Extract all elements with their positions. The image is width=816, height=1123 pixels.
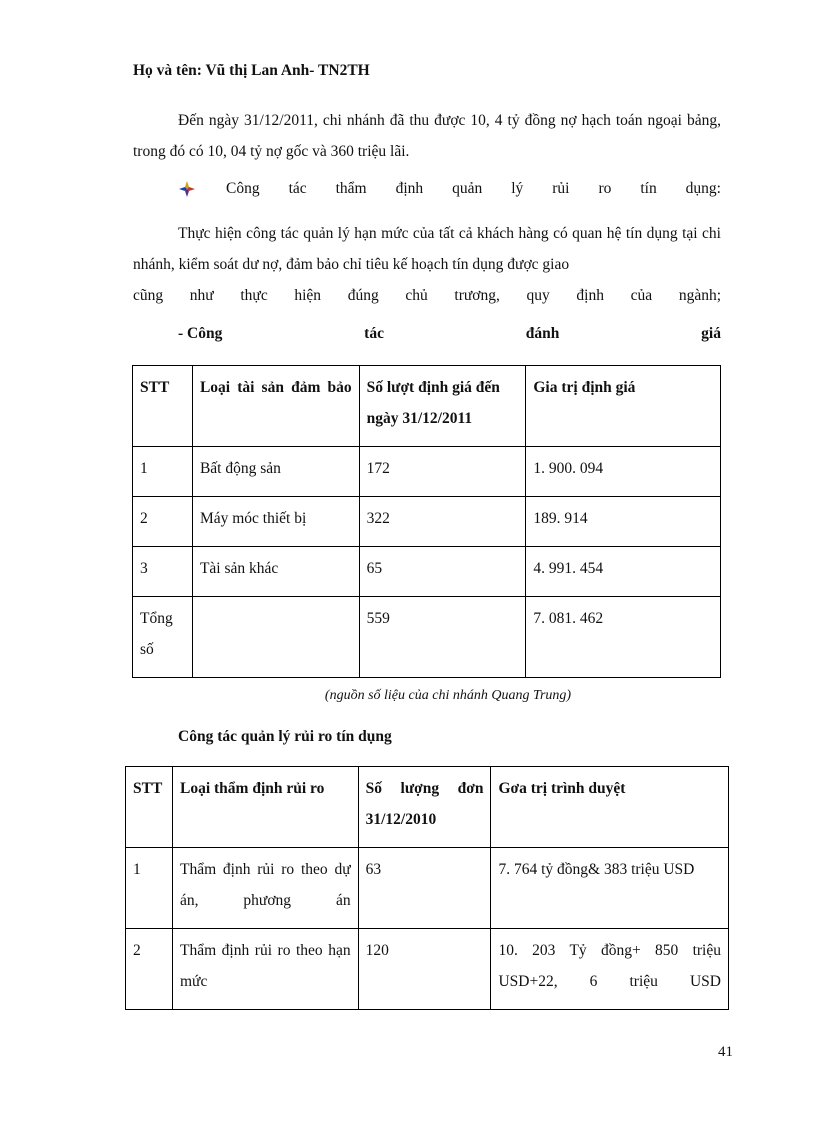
paragraph-2-word: như: [189, 287, 214, 304]
table-header-cell: Số lượng đơn 31/12/2010: [358, 767, 491, 848]
table-cell: 10. 203 Tỷ đồng+ 850 triệu USD+22, 6 triệu USD: [491, 929, 729, 1010]
table-cell: 7. 764 tỷ đồng& 383 triệu USD: [491, 848, 729, 929]
table-cell: 1: [126, 848, 173, 929]
table-cell: 2: [126, 929, 173, 1010]
table-cell: 63: [358, 848, 491, 929]
bullet-heading-word: tín: [640, 180, 657, 197]
table-header-cell: Gơa trị trình duyệt: [491, 767, 729, 848]
dash-heading-word: giá: [701, 325, 721, 342]
bullet-heading-word: ro: [598, 180, 612, 197]
paragraph-2-word: thực: [240, 287, 268, 304]
table-row: [133, 547, 721, 597]
paragraph-2-last-line: [133, 280, 721, 311]
paragraph-2-word: định: [576, 287, 604, 304]
paragraph-2-body: Thực hiện công tác quản lý hạn mức của tất cả khách hàng có quan hệ tín dụng tại chi nhánh, kiểm soát dư nợ, đảm bảo chỉ tiêu kế hoạch tín dụng được giao: [133, 225, 721, 273]
dash-heading-word: đánh: [525, 325, 560, 342]
paragraph-2-word: ngành;: [678, 287, 721, 304]
diamond-bullet-icon: [178, 180, 196, 198]
table-cell: 7. 081. 462: [526, 597, 721, 678]
paragraph-2-word: đúng: [347, 287, 379, 304]
table-row: [126, 848, 729, 929]
risk-appraisal-table: [125, 766, 729, 1010]
table-row: [133, 447, 721, 497]
table-cell: [192, 597, 359, 678]
table-cell: Tài sản khác: [192, 547, 359, 597]
table-cell: 2: [133, 497, 193, 547]
paragraph-2-word: trương,: [454, 287, 500, 304]
table-cell: Tổng số: [133, 597, 193, 678]
table-cell: 3: [133, 547, 193, 597]
dash-heading-word: tác: [364, 325, 384, 342]
dash-heading: [178, 325, 721, 343]
table-cell: Thẩm định rủi ro theo dự án, phương án: [172, 848, 358, 929]
table-header-cell: Số lượt định giá đến ngày 31/12/2011: [359, 366, 526, 447]
table-header-cell: Loại thẩm định rủi ro: [172, 767, 358, 848]
table-cell: Thẩm định rủi ro theo hạn mức: [172, 929, 358, 1010]
table-cell: 189. 914: [526, 497, 721, 547]
table-cell: 4. 991. 454: [526, 547, 721, 597]
bullet-heading-word: thẩm: [335, 180, 367, 197]
table-row: [126, 929, 729, 1010]
page-number: 41: [718, 1044, 733, 1060]
paragraph-2-word: hiện: [294, 287, 322, 304]
table-cell: 559: [359, 597, 526, 678]
table-row: [133, 497, 721, 547]
table-header-cell: Loại tài sản đảm bảo: [192, 366, 359, 447]
table-cell: 322: [359, 497, 526, 547]
page-header: Họ và tên: Vũ thị Lan Anh- TN2TH: [133, 62, 370, 79]
bullet-heading-word: tác: [288, 180, 307, 197]
table-caption: (nguồn số liệu của chi nhánh Quang Trung): [324, 688, 572, 703]
dash-heading-word: - Công: [178, 325, 223, 342]
paragraph-2: [133, 218, 721, 311]
collateral-valuation-table: [132, 365, 721, 678]
bullet-heading-word: dụng:: [685, 180, 721, 197]
table-cell: 65: [359, 547, 526, 597]
table-cell: 172: [359, 447, 526, 497]
table-header-cell: STT: [133, 366, 193, 447]
table-row: [133, 597, 721, 678]
paragraph-1: Đến ngày 31/12/2011, chi nhánh đã thu được 10, 4 tỷ đồng nợ hạch toán ngoại bảng, trong đó có 10, 04 tỷ nợ gốc và 360 triệu lãi.: [133, 112, 721, 160]
bullet-heading-word: định: [395, 180, 424, 197]
section-title: Công tác quản lý rủi ro tín dụng: [178, 728, 392, 745]
table-cell: 1: [133, 447, 193, 497]
paragraph-2-word: cũng: [133, 287, 164, 304]
bullet-heading: [178, 180, 721, 198]
table-header-row: [126, 767, 729, 848]
paragraph-2-word: chủ: [405, 287, 428, 304]
bullet-heading-text: [226, 180, 721, 198]
paragraph-2-word: của: [630, 287, 653, 304]
table-cell: 120: [358, 929, 491, 1010]
table-cell: Máy móc thiết bị: [192, 497, 359, 547]
table-header-cell: Gia trị định giá: [526, 366, 721, 447]
bullet-heading-word: quản: [452, 180, 483, 197]
paragraph-2-word: quy: [526, 287, 550, 304]
table-header-row: [133, 366, 721, 447]
table-header-cell: STT: [126, 767, 173, 848]
bullet-heading-word: lý: [511, 180, 524, 197]
table-cell: Bất động sản: [192, 447, 359, 497]
bullet-heading-word: rủi: [552, 180, 570, 197]
table-cell: 1. 900. 094: [526, 447, 721, 497]
bullet-heading-word: Công: [226, 180, 260, 197]
